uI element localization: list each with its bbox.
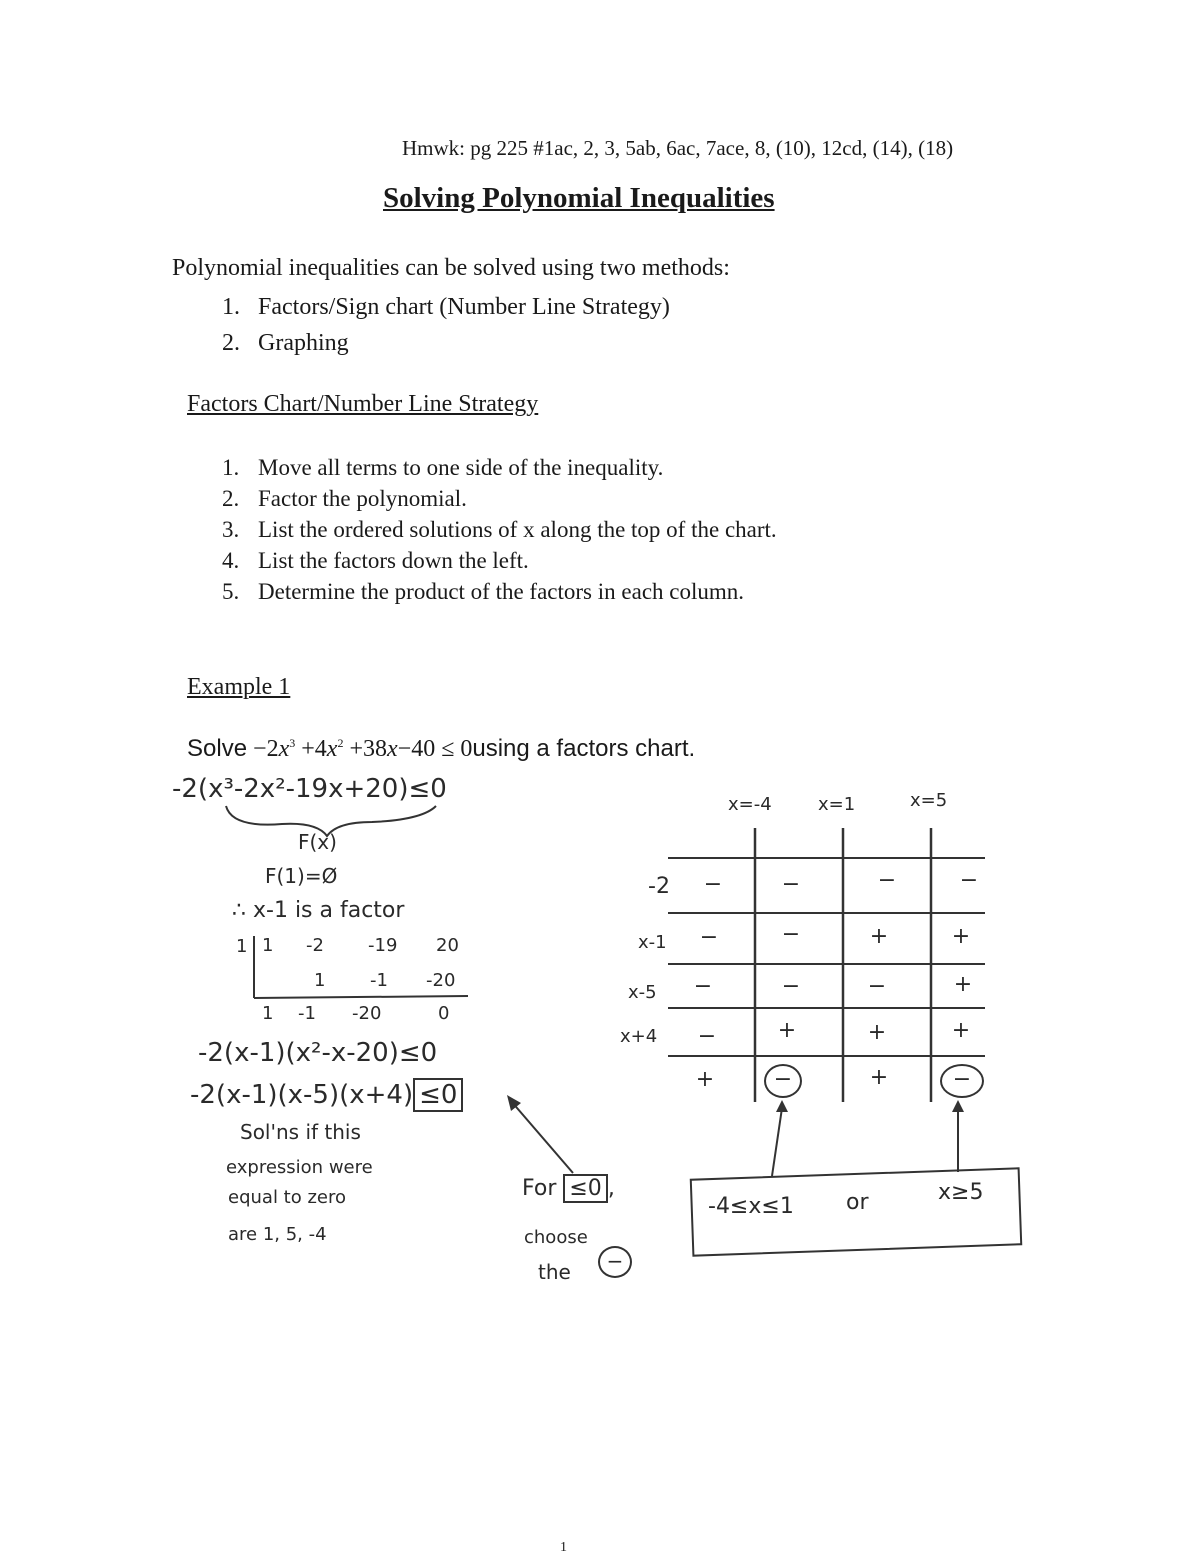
step-text: List the ordered solutions of x along the top of the chart. [258,517,777,542]
sign-cell: − [699,925,719,950]
sign-cell: − [781,872,801,897]
example-heading: Example 1 [187,674,291,700]
note-line: Sol'ns if this [240,1120,361,1144]
page-title: Solving Polynomial Inequalities [383,182,775,214]
sign-cell: + [951,1018,971,1043]
chart-top-label: x=-4 [728,794,772,815]
synthetic-cell: 1 [262,935,274,956]
step-item [222,545,777,576]
step-number: 2. [222,486,240,511]
step-number: 1. [222,455,240,480]
choose-for: For [522,1176,557,1201]
sign-cell: − [877,868,897,893]
synthetic-divisor: 1 [236,936,248,957]
sign-cell: + [777,1018,797,1043]
boxed-inequality: ≤0 [413,1078,463,1112]
inequality: $-2x^3 +4x^2 +38x-40 \le 0$ [253,736,473,762]
sign-cell: − [703,872,723,897]
synthetic-cell: 20 [436,935,459,956]
method-number: 1. [222,294,240,320]
factored-expression: -2(x³-2x²-19x+20)≤0 [172,774,447,804]
sign-cell: + [867,1020,887,1045]
chart-factor-label: x-5 [628,982,657,1003]
synthetic-cell: -1 [298,1003,316,1024]
step-text: Determine the product of the factors in each column. [258,579,745,604]
chart-factor-label: x-1 [638,932,667,953]
answer-or: or [846,1190,869,1215]
homework-assignment: Hmwk: pg 225 #1ac, 2, 3, 5ab, 6ac, 7ace, 8, (10), 12cd, (14), (18) [402,136,954,160]
f1-evaluation: F(1)=Ø [265,864,338,888]
synthetic-cell: 1 [262,1003,274,1024]
chart-factor-label: -2 [648,874,670,899]
up-arrow-icon [760,1100,970,1180]
chart-factor-label: x+4 [620,1026,658,1047]
factor-statement: ∴ x-1 is a factor [232,898,405,923]
synthetic-cell: -19 [368,935,398,956]
step-item [222,483,777,514]
fx-label: F(x) [298,830,337,854]
method-item [222,289,670,325]
choose-note [522,1176,615,1201]
choose-word: the [538,1260,571,1284]
product-cell: + [695,1067,715,1092]
note-line: expression were [226,1157,373,1178]
sign-cell: − [959,868,979,893]
product-cell: + [869,1065,889,1090]
step-number: 4. [222,548,240,573]
sign-chart-grid [660,820,990,1105]
choose-boxed: ≤0 [563,1174,607,1203]
solve-suffix: using a factors chart. [472,735,696,762]
step-number: 5. [222,579,240,604]
product-cell-circled: − [940,1064,984,1098]
solve-word: Solve [187,735,248,762]
step-text: Factor the polynomial. [258,486,467,511]
factored-step3-expression: -2(x-1)(x-5)(x+4) [190,1080,414,1110]
answer-right: x≥5 [938,1180,984,1205]
method-number: 2. [222,330,240,356]
step-item [222,576,777,607]
example-prompt [187,735,695,763]
step-item [222,514,777,545]
chart-top-label: x=5 [910,790,948,811]
step-text: Move all terms to one side of the inequality. [258,455,664,480]
minus-circle-icon: − [598,1246,632,1278]
synthetic-cell: -20 [426,970,456,991]
synthetic-cell: -2 [306,935,324,956]
sign-cell: − [697,1024,717,1049]
sign-cell: − [867,974,887,999]
arrow-icon [505,1095,585,1185]
step-number: 3. [222,517,240,542]
methods-list [222,289,670,361]
factored-step3 [190,1080,463,1110]
step-item [222,452,777,483]
choose-comma: , [607,1176,615,1201]
page-number: 1 [560,1540,567,1555]
sign-cell: − [693,974,713,999]
sign-cell: + [869,924,889,949]
factored-step2: -2(x-1)(x²-x-20)≤0 [198,1038,438,1068]
note-line: are 1, 5, -4 [228,1224,327,1245]
synthetic-cell: 1 [314,970,326,991]
synthetic-cell: 0 [438,1003,450,1024]
sign-cell: − [781,974,801,999]
sign-cell: + [951,924,971,949]
intro-text: Polynomial inequalities can be solved using two methods: [172,255,730,281]
sign-cell: − [781,922,801,947]
synthetic-cell: -1 [370,970,388,991]
step-text: List the factors down the left. [258,548,529,573]
choose-word: choose [524,1227,588,1248]
method-item [222,325,670,361]
method-text: Graphing [258,330,349,356]
strategy-heading: Factors Chart/Number Line Strategy [187,391,539,417]
note-line: equal to zero [228,1187,346,1208]
chart-top-label: x=1 [818,794,856,815]
sign-cell: + [953,972,973,997]
synthetic-cell: -20 [352,1003,382,1024]
method-text: Factors/Sign chart (Number Line Strategy) [258,294,670,320]
product-cell-circled: − [764,1064,802,1098]
answer-left: -4≤x≤1 [708,1194,794,1219]
steps-list [222,452,777,607]
